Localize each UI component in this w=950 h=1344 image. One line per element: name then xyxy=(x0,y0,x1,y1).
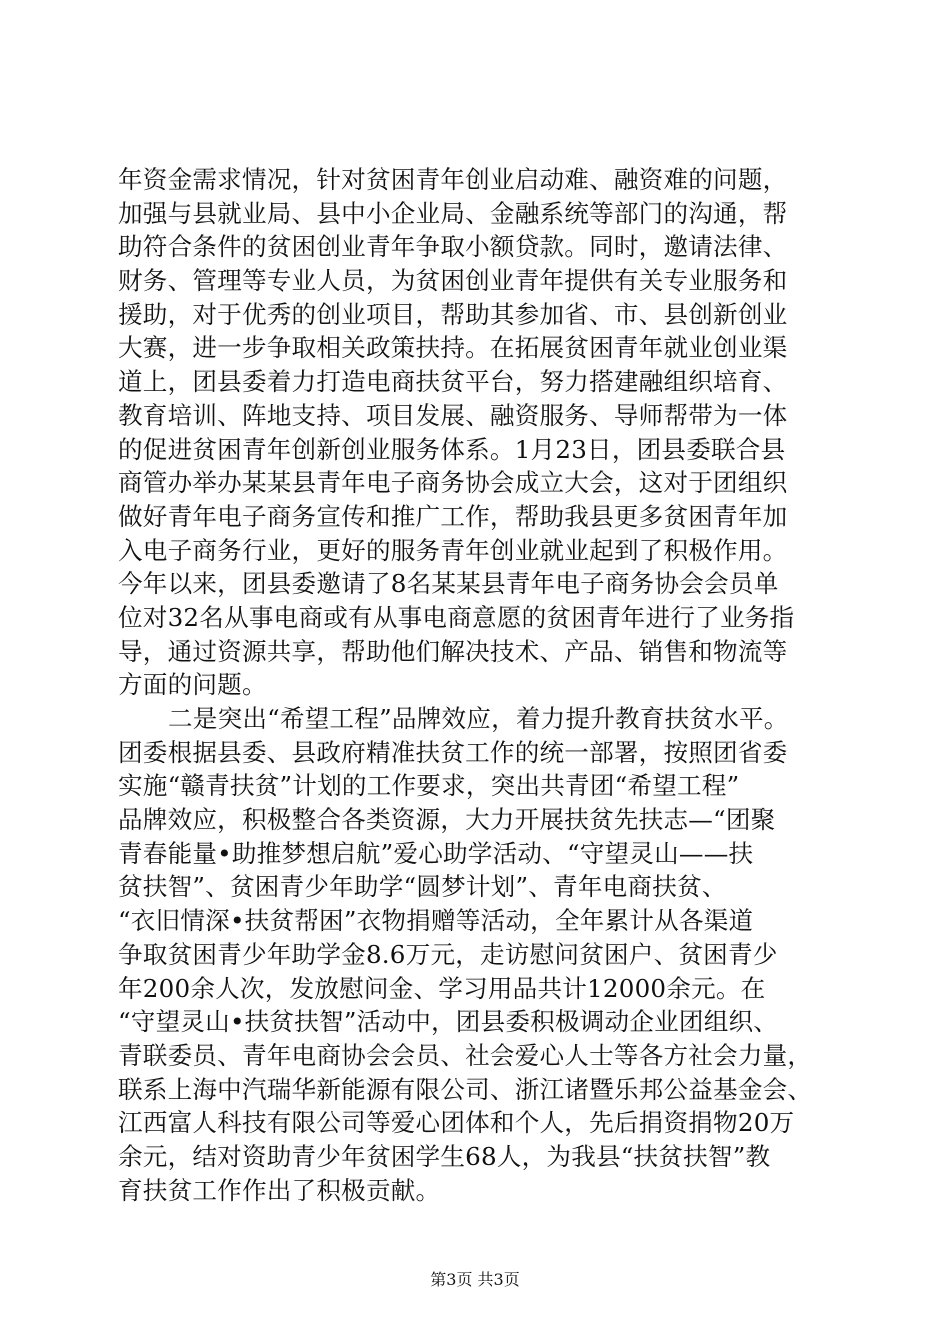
text-line: 加强与县就业局、县中小企业局、金融系统等部门的沟通，帮 xyxy=(118,198,788,228)
page-footer: 第3页 共3页 xyxy=(430,1270,520,1289)
text-line: 今年以来，团县委邀请了8名某某县青年电子商务协会会员单 xyxy=(118,569,779,599)
text-line: 入电子商务行业，更好的服务青年创业就业起到了积极作用。 xyxy=(118,535,788,565)
text-line: 教育培训、阵地支持、项目发展、融资服务、导师帮带为一体 xyxy=(118,400,788,430)
text-line: 团委根据县委、县政府精准扶贫工作的统一部署，按照团省委 xyxy=(118,737,788,767)
text-line: 江西富人科技有限公司等爱心团体和个人，先后捐资捐物20万 xyxy=(118,1108,795,1138)
text-line: 争取贫困青少年助学金8.6万元，走访慰问贫困户、贫困青少 xyxy=(118,939,778,969)
body-text xyxy=(118,163,858,1207)
text-line: “守望灵山•扶贫扶智”活动中，团县委积极调动企业团组织、 xyxy=(118,1007,779,1037)
text-line: 年资金需求情况，针对贫困青年创业启动难、融资难的问题， xyxy=(118,165,788,194)
text-line: 财务、管理等专业人员，为贫困创业青年提供有关专业服务和 xyxy=(118,266,788,296)
text-line: 的促进贫困青年创新创业服务体系。1月23日，团县委联合县 xyxy=(118,434,786,464)
text-line: 方面的问题。 xyxy=(118,670,267,700)
text-line: 青联委员、青年电商协会会员、社会爱心人士等各方社会力量， xyxy=(118,1040,813,1070)
text-line: 育扶贫工作作出了积极贡献。 xyxy=(118,1175,441,1205)
text-line: 导，通过资源共享，帮助他们解决技术、产品、销售和物流等 xyxy=(118,636,788,666)
text-line: 余元，结对资助青少年贫困学生68人，为我县“扶贫扶智”教 xyxy=(118,1141,771,1171)
text-line: 位对32名从事电商或有从事电商意愿的贫困青年进行了业务指 xyxy=(118,602,795,632)
text-line: “衣旧情深•扶贫帮困”衣物捐赠等活动，全年累计从各渠道 xyxy=(118,906,754,936)
text-line: 做好青年电子商务宣传和推广工作，帮助我县更多贫困青年加 xyxy=(118,501,788,531)
text-line: 联系上海中汽瑞华新能源有限公司、浙江诸暨乐邦公益基金会、 xyxy=(118,1074,813,1104)
paragraph-start-line: 二是突出“希望工程”品牌效应，着力提升教育扶贫水平。 xyxy=(168,704,789,733)
text-line: 品牌效应，积极整合各类资源，大力开展扶贫先扶志—“团聚 xyxy=(118,805,776,835)
text-line: 青春能量•助推梦想启航”爱心助学活动、“守望灵山——扶 xyxy=(118,838,754,868)
text-line: 援助，对于优秀的创业项目，帮助其参加省、市、县创新创业 xyxy=(118,299,788,329)
text-line: 商管办举办某某县青年电子商务协会成立大会，这对于团组织 xyxy=(118,468,788,498)
text-line: 大赛，进一步争取相关政策扶持。在拓展贫困青年就业创业渠 xyxy=(118,333,788,363)
text-line: 实施“赣青扶贫”计划的工作要求，突出共青团“希望工程” xyxy=(118,771,740,801)
text-line: 贫扶智”、贫困青少年助学“圆梦计划”、青年电商扶贫、 xyxy=(118,872,727,902)
text-line: 助符合条件的贫困创业青年争取小额贷款。同时，邀请法律、 xyxy=(118,232,788,262)
text-line: 道上，团县委着力打造电商扶贫平台，努力搭建融组织培育、 xyxy=(118,367,788,397)
text-line: 年200余人次，发放慰问金、学习用品共计12000余元。在 xyxy=(118,973,766,1003)
